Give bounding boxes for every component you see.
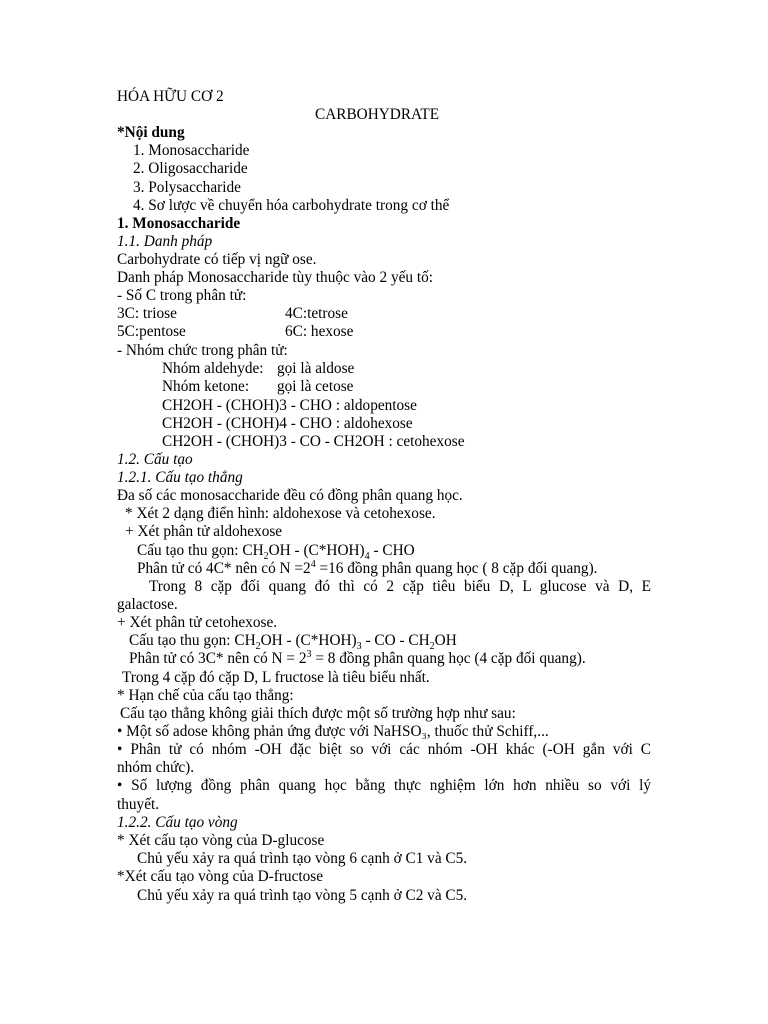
- section-heading: 1. Monosaccharide: [117, 215, 241, 232]
- contents-heading: *Nội dung: [117, 124, 185, 141]
- paragraph: * Xét cấu tạo vòng của D-glucose: [117, 832, 325, 849]
- contents-item: 3. Polysaccharide: [133, 179, 241, 196]
- paragraph: Phân tử có 4C* nên có $N =2^4 =16$ đồng phân quang học ( 8 cặp đối quang).: [137, 558, 598, 577]
- formula-line: Cấu tạo thu gọn: $CH_2OH - (C*HOH)_3$ - CO - $CH_2OH$: [129, 632, 457, 653]
- paragraph: Đa số các monosaccharide đều có đồng phân quang học.: [117, 487, 463, 504]
- paragraph: Danh pháp Monosaccharide tùy thuộc vào 2 yếu tố:: [117, 269, 434, 286]
- bullet-item: • Một số adose không phản ứng được với NaHSO₃, thuốc thử Schiff,...: [117, 723, 549, 740]
- subsection-heading: 1.1. Danh pháp: [117, 233, 213, 250]
- paragraph: Chủ yếu xảy ra quá trình tạo vòng 6 cạnh ở C1 và C5.: [137, 850, 468, 867]
- bullet-item: • Số lượng đồng phân quang học bằng thực nghiệm lớn hơn nhiều so với lý: [117, 777, 651, 794]
- functional-group-value: gọi là aldose: [277, 360, 355, 377]
- formula-line: CH2OH - (CHOH)4 - CHO : aldohexose: [162, 415, 413, 432]
- formula-line: CH2OH - (CHOH)3 - CHO : aldopentose: [162, 397, 417, 414]
- paragraph: Trong 8 cặp đối quang đó thì có 2 cặp tiêu biểu D, L glucose và D, E: [149, 578, 651, 595]
- paragraph: *Xét cấu tạo vòng của D-fructose: [117, 868, 324, 885]
- subsection-heading: 1.2.2. Cấu tạo vòng: [117, 814, 238, 831]
- paragraph: thuyết.: [117, 796, 160, 813]
- functional-group-value: gọi là cetose: [277, 378, 354, 395]
- paragraph: nhóm chức).: [117, 759, 195, 776]
- paragraph: Chủ yếu xảy ra quá trình tạo vòng 5 cạnh ở C2 và C5.: [137, 887, 468, 904]
- bullet-item: • Phân tử có nhóm -OH đặc biệt so với các nhóm -OH khác (-OH gắn với C: [117, 741, 651, 758]
- formula-line: CH2OH - (CHOH)3 - CO - CH2OH : cetohexose: [162, 433, 465, 450]
- paragraph: Cấu tạo thẳng không giải thích được một số trường hợp như sau:: [120, 705, 516, 722]
- contents-item: 2. Oligosaccharide: [133, 160, 248, 177]
- carbon-count-name: 5C:pentose: [117, 323, 186, 340]
- paragraph: - Nhóm chức trong phân tử:: [117, 342, 288, 359]
- document-title: CARBOHYDRATE: [315, 106, 440, 123]
- paragraph: Phân tử có 3C* nên có $N = 2^3 = 8$ đồng phân quang học (4 cặp đối quang).: [129, 648, 586, 667]
- carbon-count-name: 3C: triose: [117, 305, 177, 322]
- carbon-count-name: 4C:tetrose: [285, 305, 348, 322]
- paragraph: galactose.: [117, 596, 178, 613]
- contents-item: 1. Monosaccharide: [133, 142, 250, 159]
- subsection-heading: 1.2.1. Cấu tạo thẳng: [117, 469, 243, 486]
- course-title: HÓA HỮU CƠ 2: [117, 88, 224, 105]
- paragraph: + Xét phân tử cetohexose.: [117, 614, 278, 631]
- functional-group-label: Nhóm aldehyde:: [162, 360, 264, 377]
- formula-line: Cấu tạo thu gọn: $CH_2OH - (C*HOH)_4$ - CHO: [137, 542, 415, 563]
- contents-item: 4. Sơ lược về chuyển hóa carbohydrate trong cơ thể: [133, 197, 450, 214]
- paragraph: * Hạn chế của cấu tạo thẳng:: [117, 687, 294, 704]
- paragraph: + Xét phân tử aldohexose: [125, 523, 283, 540]
- paragraph: Carbohydrate có tiếp vị ngữ ose.: [117, 251, 317, 268]
- functional-group-label: Nhóm ketone:: [162, 378, 250, 395]
- carbon-count-name: 6C: hexose: [285, 323, 354, 340]
- subsection-heading: 1.2. Cấu tạo: [117, 451, 193, 468]
- paragraph: * Xét 2 dạng điển hình: aldohexose và cetohexose.: [125, 505, 436, 522]
- paragraph: Trong 4 cặp đó cặp D, L fructose là tiêu biểu nhất.: [122, 669, 430, 686]
- paragraph: - Số C trong phân tử:: [117, 287, 247, 304]
